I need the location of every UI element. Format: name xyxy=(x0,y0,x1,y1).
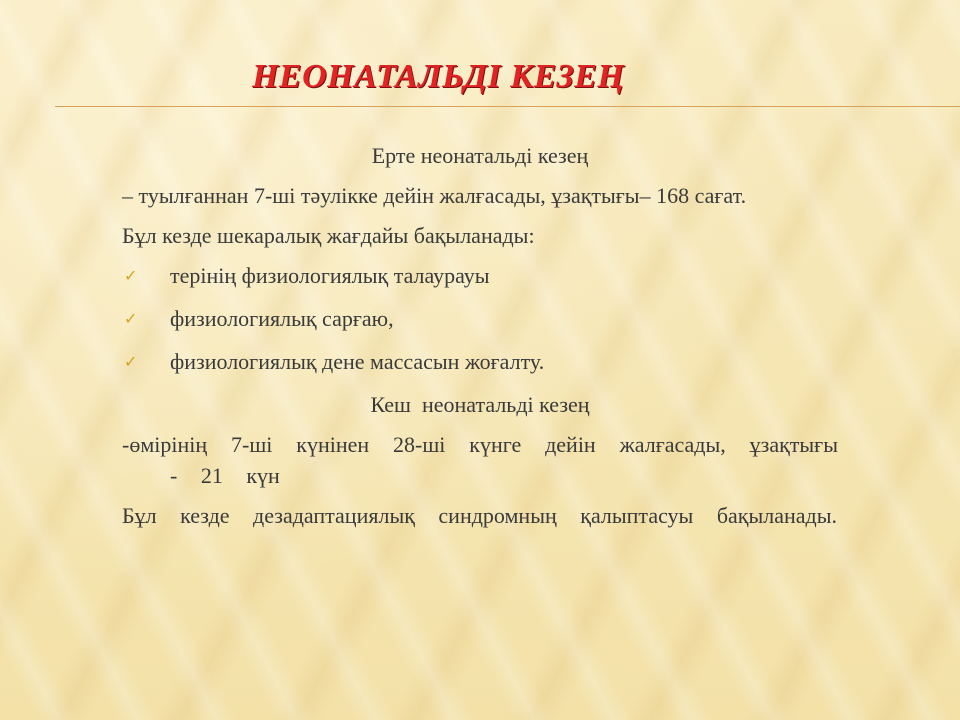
early-period-intro: Бұл кезде шекаралық жағдайы бақыланады: xyxy=(122,223,535,248)
early-period-duration: – туылғаннан 7-ші тәулікке дейін жалғасады, ұзақтығы– 168 сағат. xyxy=(122,183,747,208)
list-item-text: физиологиялық дене массасын жоғалту. xyxy=(170,349,545,374)
late-period-duration: -өмірінің 7-ші күнінен 28-ші күнге дейін жалғасады, ұзақтығы - 21 күн xyxy=(122,432,838,488)
list-item xyxy=(122,260,838,291)
checkmark-icon: ✓ xyxy=(124,309,138,328)
slide-title: НЕОНАТАЛЬДІ КЕЗЕҢ xyxy=(252,58,625,95)
list-item-text: физиологиялық сарғаю, xyxy=(170,306,394,331)
list-item xyxy=(122,346,838,377)
checkmark-icon: ✓ xyxy=(124,266,138,285)
checkmark-icon: ✓ xyxy=(124,352,138,371)
late-period-description: Бұл кезде дезадаптациялық синдромның қалыптасуы бақыланады. xyxy=(122,503,838,528)
early-period-heading: Ерте неонатальді кезең xyxy=(371,143,589,168)
title-divider xyxy=(55,106,960,107)
late-period-heading: Кеш неонатальді кезең xyxy=(370,392,590,417)
list-item-text: терінің физиологиялық талаурауы xyxy=(170,263,490,288)
slide-body xyxy=(122,140,838,540)
list-item xyxy=(122,303,838,334)
